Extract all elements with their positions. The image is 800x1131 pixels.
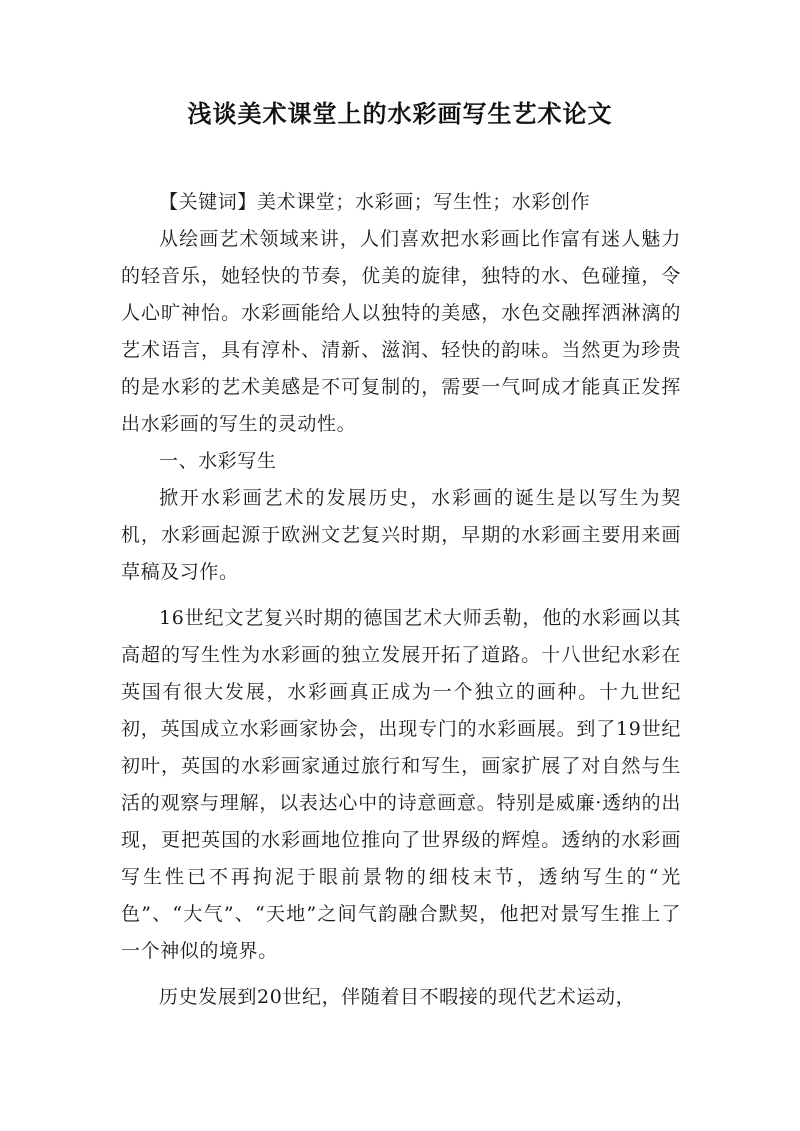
paragraph-20th-century: 历史发展到20世纪，伴随着目不暇接的现代艺术运动， (159, 986, 636, 1008)
paragraph-intro: 从绘画艺术领域来讲，人们喜欢把水彩画比作富有迷人魅力的轻音乐，她轻快的节奏，优美的旋律，独特的水、色碰撞，令人心旷神怡。水彩画能给人以独特的美感，水色交融挥洒淋漓的艺术语言，具有淳朴、清新、滋润、轻快的韵味。当然更为珍贵的是水彩的艺术美感是不可复制的，需要一气呵成才能真正发挥出水彩画的写生的灵动性。 (121, 228, 681, 435)
paragraph-16th-century: 16世纪文艺复兴时期的德国艺术大师丢勒，他的水彩画以其高超的写生性为水彩画的独立发展开拓了道路。十八世纪水彩在英国有很大发展，水彩画真正成为一个独立的画种。十九世纪初，英国成立水彩画家协会，出现专门的水彩画展。到了19世纪初叶，英国的水彩画家通过旅行和写生，画家扩展了对自然与生活的观察与理解，以表达心中的诗意画意。特别是威廉·透纳的出现，更把英国的水彩画地位推向了世界级的辉煌。透纳的水彩画写生性已不再拘泥于眼前景物的细枝末节，透纳写生的“光色”、“大气”、“天地”之间气韵融合默契，他把对景写生推上了一个神似的境界。 (121, 607, 681, 962)
keywords-line: 【关键词】美术课堂；水彩画；写生性；水彩创作 (159, 191, 591, 213)
document-body (121, 184, 681, 1016)
section-heading: 一、水彩写生 (159, 450, 277, 472)
paragraph-history: 掀开水彩画艺术的发展历史，水彩画的诞生是以写生为契机，水彩画起源于欧洲文艺复兴时期，早期的水彩画主要用来画草稿及习作。 (121, 487, 681, 583)
document-title: 浅谈美术课堂上的水彩画写生艺术论文 (187, 100, 613, 128)
